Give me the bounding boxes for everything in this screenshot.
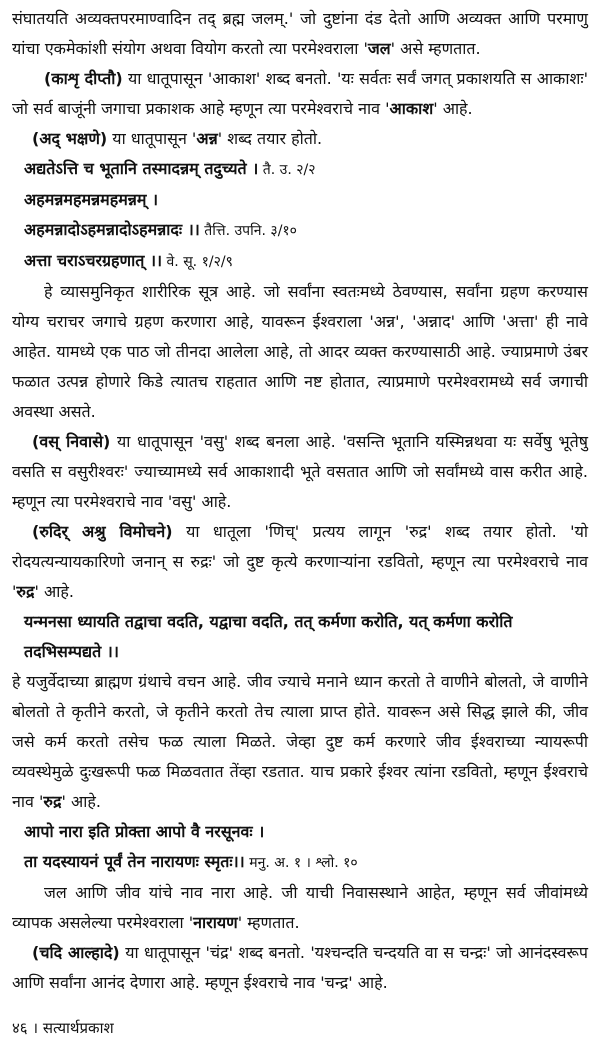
- keyword-rudra: रुद्र: [43, 792, 62, 811]
- verse-line: [24, 154, 588, 185]
- page-body: [12, 4, 588, 998]
- para-text: या धातूपासून 'वसु' शब्द बनला आहे. 'वसन्ति भूतानि यस्मिन्नथवा यः सर्वेषु भूतेषु वसति स वसुरीश्वरः' ज्याच्यामध्ये सर्व आकाशादी भूते वसतात आणि जो सर्वांमध्ये वास करीत आहे. म्हणून त्या परमेश्वराचे नाव 'वसु' आहे.: [12, 432, 589, 511]
- paragraph-narayan: [12, 878, 588, 938]
- paragraph-rudra: [12, 517, 588, 607]
- paragraph-jal: [12, 4, 588, 64]
- keyword-jal: जल: [367, 39, 391, 58]
- verse-line: [24, 246, 588, 277]
- keyword-akash: आकाश: [389, 99, 434, 118]
- paragraph-anna: [12, 124, 588, 154]
- verse-line: [24, 185, 588, 215]
- para-text: या धातूला 'णिच्' प्रत्यय लागून 'रुद्र' शब्द तयार होतो. 'यो रोदयत्यन्यायकारिणो जनान् स रुद्रः' जो दुष्ट कृत्ये करणाऱ्यांना रडवितो, म्हणून त्या परमेश्वराचे नाव ': [12, 522, 588, 601]
- para-text: ' आहे.: [34, 582, 74, 601]
- verse-line: [24, 817, 588, 847]
- verse-text: अहमन्नमहमन्नमहमन्नम् ।: [24, 190, 159, 209]
- verse-line: [24, 215, 588, 246]
- verse-text: ता यदस्यायनं पूर्वं तेन नारायणः स्मृतः।।: [24, 852, 245, 871]
- para-text: ' आहे.: [433, 99, 473, 118]
- verse-text: अत्ता चराऽचरग्रहणात् ।।: [24, 251, 163, 270]
- footer-separator: ।: [32, 1019, 39, 1037]
- keyword-narayan: नारायण: [193, 913, 238, 932]
- page-number: ४६: [12, 1019, 28, 1037]
- para-text: या धातूपासून ': [107, 129, 197, 148]
- para-text: संघातयति अव्यक्तपरमाण्वादिन तद् ब्रह्म जलम्.' जो दुष्टांना दंड देतो आणि अव्यक्त आणि परमाणु यांचा एकमेकांशी संयोग अथवा वियोग करतो त्या परमेश्वराला ': [12, 9, 588, 58]
- dhatu-heading: (काशृ दीप्तौ): [44, 69, 123, 88]
- verse-text: यन्मनसा ध्यायति तद्वाचा वदति, यद्वाचा वदति, तत् कर्मणा करोति, यत् कर्मणा करोति तदभिसम्पद्यते ।।: [24, 612, 513, 661]
- wavy-separator: [12, 997, 588, 1003]
- verse-line: [24, 607, 588, 667]
- paragraph-chandra: [12, 938, 588, 998]
- book-title: सत्यार्थप्रकाश: [42, 1019, 114, 1037]
- para-text: ' म्हणतात.: [237, 913, 300, 932]
- dhatu-heading: (चदि आल्हादे): [32, 943, 120, 962]
- para-text: या धातूपासून 'चंद्र' शब्द बनतो. 'यश्चन्दति चन्दयति वा स चन्द्रः' जो आनंदस्वरूप आणि सर्वांना आनंद देणारा आहे. म्हणून ईश्वराचे नाव 'चन्द्र' आहे.: [12, 943, 589, 992]
- para-text: या धातूपासून 'आकाश' शब्द बनतो. 'यः सर्वतः सर्वं जगत् प्रकाशयति स आकाशः' जो सर्व बाजूंनी जगाचा प्रकाशक आहे म्हणून त्या परमेश्वराचे नाव ': [12, 69, 588, 118]
- verse-line: [24, 847, 588, 878]
- keyword-anna: अन्न: [196, 129, 218, 148]
- para-text: ' असे म्हणतात.: [390, 39, 481, 58]
- verse-text: आपो नारा इति प्रोक्ता आपो वै नरसूनवः ।: [24, 822, 265, 841]
- verse-reference: मनु. अ. १ । श्लो. १०: [244, 855, 358, 871]
- dhatu-heading: (अद् भक्षणे): [32, 129, 108, 148]
- page-footer: [12, 1016, 114, 1040]
- paragraph-yajurveda: [12, 667, 588, 817]
- para-text: ' आहे.: [61, 792, 101, 811]
- para-text: ' शब्द तयार होतो.: [217, 129, 323, 148]
- dhatu-heading: (वस् निवासे): [32, 432, 111, 451]
- verse-reference: वे. सू. १/२/९: [162, 254, 233, 270]
- verse-text: अहमन्नादोऽहमन्नादोऽहमन्नादः ।।: [24, 220, 200, 239]
- verse-reference: तै. उ. २/२: [258, 162, 316, 178]
- dhatu-heading: (रुदिर् अश्रु विमोचने): [32, 522, 173, 541]
- paragraph-vasu: [12, 427, 588, 517]
- keyword-rudra: रुद्र: [16, 582, 35, 601]
- paragraph-vyas-sutra: हे व्यासमुनिकृत शारीरिक सूत्र आहे. जो सर्वांना स्वतःमध्ये ठेवण्यास, सर्वांना ग्रहण करण्यास योग्य चराचर जगाचे ग्रहण करणारा आहे, यावरून ईश्वराला 'अन्न', 'अन्नाद' आणि 'अत्ता' ही नावे आहेत. यामध्ये एक पाठ जो तीनदा आलेला आहे, तो आदर व्यक्त करण्यासाठी आहे. ज्याप्रमाणे उंबर फळात उत्पन्न होणारे किडे त्यातच राहतात आणि नष्ट होतात, त्याप्रमाणे परमेश्वरामध्ये सर्व जगाची अवस्था असते.: [12, 282, 588, 421]
- paragraph-akash: [12, 64, 588, 124]
- para-text: हे यजुर्वेदाच्या ब्राह्मण ग्रंथाचे वचन आहे. जीव ज्याचे मनाने ध्यान करतो ते वाणीने बोलतो, जे वाणीने बोलतो ते कृतीने करतो, जे कृतीने करतो तेच त्याला प्राप्त होते. यावरून असे सिद्ध झाले की, जीव जसे कर्म करतो तसेच फळ त्याला मिळते. जेव्हा दुष्ट कर्म करणारे जीव ईश्वराच्या न्यायरूपी व्यवस्थेमुळे दुःखरूपी फळ मिळवतात तेंव्हा रडतात. याच प्रकारे ईश्वर त्यांना रडवितो, म्हणून ईश्वराचे नाव ': [12, 672, 588, 811]
- verse-reference: तैत्ति. उपनि. ३/१०: [199, 223, 297, 239]
- verse-text: अद्यतेऽत्ति च भूतानि तस्मादन्नम् तदुच्यते ।: [24, 159, 259, 178]
- para-text: जल आणि जीव यांचे नाव नारा आहे. जी याची निवासस्थाने आहेत, म्हणून सर्व जीवांमध्ये व्यापक असलेल्या परमेश्वराला ': [12, 883, 588, 932]
